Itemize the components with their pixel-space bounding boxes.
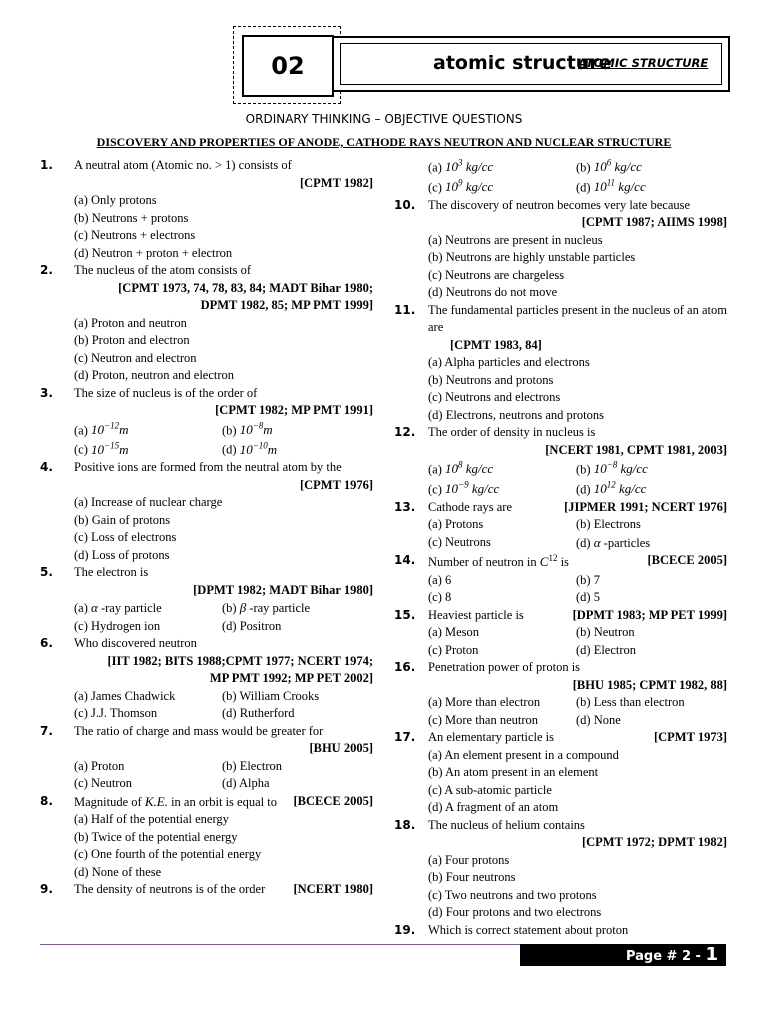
question-reference: [CPMT 1982; MP PMT 1991] xyxy=(215,403,373,417)
question-reference: [CPMT 1973] xyxy=(653,730,727,745)
question-text: A neutral atom (Atomic no. > 1) consists of xyxy=(74,158,292,172)
question-reference: [BHU 2005] xyxy=(309,741,373,756)
option-b[interactable]: (b) Electron xyxy=(222,758,283,773)
option-c[interactable]: (c) A sub-atomic particle xyxy=(428,782,552,797)
question-reference: [CPMT 1983, 84] xyxy=(450,337,542,352)
question-text: The discovery of neutron becomes very late because xyxy=(428,197,691,212)
question-text: [NCERT 1980] The density of neutrons is of the order xyxy=(74,881,373,899)
option-c[interactable]: (c) Neutrons and electrons xyxy=(428,390,561,405)
question-text: [BCECE 2005] Magnitude of K.E. in an orbit is equal to xyxy=(74,793,373,809)
question-text: [DPMT 1983; MP PET 1999] Heaviest particle is xyxy=(428,607,727,625)
option-a[interactable]: (a) $10^3$ kg/cc xyxy=(428,158,494,175)
options-grid-q9 xyxy=(394,157,727,197)
option-d[interactable]: (d) Neutrons do not move xyxy=(428,285,558,300)
section-heading: DISCOVERY AND PROPERTIES OF ANODE, CATHODE RAYS NEUTRON AND NUCLEAR STRUCTURE xyxy=(96,135,672,149)
question-15: 15. [DPMT 1983; MP PET 1999] Heaviest particle is xyxy=(394,607,727,625)
options-grid xyxy=(40,688,373,723)
option-a[interactable]: (a) More than electron xyxy=(428,695,541,710)
question-text: [JIPMER 1991; NCERT 1976] Cathode rays are xyxy=(428,499,727,517)
option-c[interactable]: (c) $10^{-15}m$ xyxy=(74,440,129,457)
option-b[interactable]: (b) An atom present in an element xyxy=(428,765,599,780)
option-a[interactable]: (a) Proton xyxy=(74,758,125,773)
option-c[interactable]: (c) One fourth of the potential energy xyxy=(74,847,262,862)
option-d[interactable]: (d) Four protons and two electrons xyxy=(428,905,602,920)
option-b[interactable]: (b) 7 xyxy=(576,572,600,587)
options-grid xyxy=(40,599,373,635)
option-c[interactable]: (c) $10^9$ kg/cc xyxy=(428,177,494,195)
question-reference: [BCECE 2005] xyxy=(647,553,727,568)
page-subtitle: ORDINARY THINKING – OBJECTIVE QUESTIONS xyxy=(245,112,523,126)
question-reference: [NCERT 1980] xyxy=(293,882,373,897)
question-18: 18. The nucleus of helium contains xyxy=(394,817,727,835)
option-b[interactable]: (b) Gain of protons xyxy=(74,512,171,527)
question-13: 13. [JIPMER 1991; NCERT 1976] Cathode rays are xyxy=(394,499,727,517)
question-5: 5. The electron is xyxy=(40,564,373,582)
option-d[interactable]: (d) Proton, neutron and electron xyxy=(74,368,235,382)
question-reference: [DPMT 1983; MP PET 1999] xyxy=(572,607,727,622)
option-c[interactable]: (c) Neutron xyxy=(74,776,132,791)
option-c[interactable]: (c) Proton xyxy=(428,642,479,657)
chapter-number: 02 xyxy=(242,35,334,97)
question-text: The order of density in nucleus is xyxy=(428,425,596,440)
question-reference: [CPMT 1973, 74, 78, 83, 84; MADT Bihar 1980; xyxy=(118,280,373,295)
option-a[interactable]: (a) Protons xyxy=(428,517,484,532)
options-grid xyxy=(40,420,373,460)
option-c[interactable]: (c) Loss of electrons xyxy=(74,530,177,545)
question-reference: [DPMT 1982; MADT Bihar 1980] xyxy=(193,582,373,597)
question-17: 17. [CPMT 1973] An elementary particle is xyxy=(394,729,727,747)
option-b[interactable]: (b) β -ray particle xyxy=(222,600,311,616)
question-text: [CPMT 1973] An elementary particle is xyxy=(428,729,727,747)
option-b[interactable]: (b) $10^{-8}m$ xyxy=(222,420,273,437)
question-16: 16. Penetration power of proton is xyxy=(394,659,727,677)
option-b[interactable]: (b) Proton and electron xyxy=(74,333,190,347)
question-4: 4. Positive ions are formed from the neutral atom by the xyxy=(40,459,373,477)
option-b[interactable]: (b) Electrons xyxy=(576,517,641,532)
option-a[interactable]: (a) An element present in a compound xyxy=(428,747,619,762)
option-c[interactable]: (c) Neutrons xyxy=(428,534,491,549)
option-a[interactable]: (a) α -ray particle xyxy=(74,600,162,616)
option-d[interactable]: (d) Loss of protons xyxy=(74,547,170,562)
option-b[interactable]: (b) William Crooks xyxy=(222,688,320,703)
option-a[interactable]: (a) Only protons xyxy=(74,193,157,207)
option-d[interactable]: (d) $10^{-10}m$ xyxy=(222,440,278,457)
option-a[interactable]: (a) Four protons xyxy=(428,852,510,867)
question-reference: DPMT 1982, 85; MP PMT 1999] xyxy=(200,298,373,312)
option-a[interactable]: (a) Meson xyxy=(428,625,480,640)
option-c[interactable]: (c) 8 xyxy=(428,590,452,605)
option-b[interactable]: (b) Neutrons are highly unstable particles xyxy=(428,250,636,265)
option-d[interactable]: (d) $10^{12}$ kg/cc xyxy=(576,479,647,497)
question-text: The ratio of charge and mass would be greater for xyxy=(74,723,324,738)
question-6: 6. Who discovered neutron xyxy=(40,635,373,653)
option-b[interactable]: (b) Less than electron xyxy=(576,695,685,710)
option-c[interactable]: (c) $10^{-9}$ kg/cc xyxy=(428,479,500,497)
option-d[interactable]: (d) Alpha xyxy=(222,776,270,791)
question-text: The electron is xyxy=(74,565,149,580)
option-b[interactable]: (b) $10^6$ kg/cc xyxy=(576,158,642,175)
left-column xyxy=(40,157,373,899)
question-10: 10. The discovery of neutron becomes very late because xyxy=(394,197,727,215)
option-d[interactable]: (d) A fragment of an atom xyxy=(428,800,559,815)
question-text: The size of nucleus is of the order of xyxy=(74,385,258,400)
question-reference: [CPMT 1972; DPMT 1982] xyxy=(581,835,727,850)
question-text: Which is correct statement about proton xyxy=(428,922,629,937)
question-3: 3. The size of nucleus is of the order of xyxy=(40,385,373,403)
chapter-box xyxy=(233,26,341,104)
option-b[interactable]: (b) Twice of the potential energy xyxy=(74,829,238,844)
chapter-title-overlay: ATOMIC STRUCTURE xyxy=(578,56,709,70)
option-a[interactable]: (a) Increase of nuclear charge xyxy=(74,495,223,510)
option-a[interactable]: (a) Neutrons are present in nucleus xyxy=(428,232,603,247)
question-text: [BCECE 2005] Number of neutron in $C^{12}$ is xyxy=(428,553,727,570)
question-reference: MP PMT 1992; MP PET 2002] xyxy=(209,671,373,686)
question-14: 14. [BCECE 2005] Number of neutron in $C^{12}$ is xyxy=(394,552,727,572)
option-a[interactable]: (a) Half of the potential energy xyxy=(74,812,229,827)
options-grid xyxy=(40,758,373,793)
option-c[interactable]: (c) More than neutron xyxy=(428,712,539,727)
question-reference: [JIPMER 1991; NCERT 1976] xyxy=(564,499,727,514)
page-number: 1 xyxy=(705,944,718,965)
question-11: 11. The fundamental particles present in the nucleus of an atom are xyxy=(394,302,727,337)
option-a[interactable]: (a) Proton and neutron xyxy=(74,315,187,330)
option-c[interactable]: (c) J.J. Thomson xyxy=(74,706,158,721)
question-text: The fundamental particles present in the nucleus of an atom are xyxy=(428,302,727,335)
option-a[interactable]: (a) 6 xyxy=(428,572,452,587)
question-text: The nucleus of helium contains xyxy=(428,817,585,832)
question-text: Who discovered neutron xyxy=(74,636,197,651)
option-d[interactable]: (d) 5 xyxy=(576,590,600,605)
question-19: 19. Which is correct statement about proton xyxy=(394,922,727,940)
option-d[interactable]: (d) $10^{11}$ kg/cc xyxy=(576,177,646,195)
question-text: Positive ions are formed from the neutral atom by the xyxy=(74,460,342,475)
page-number-badge xyxy=(520,944,726,966)
option-c[interactable]: (c) Neutrons are chargeless xyxy=(428,267,565,282)
options-grid xyxy=(394,624,727,659)
option-d[interactable]: (d) Rutherford xyxy=(222,706,295,721)
option-b[interactable]: (b) Neutrons + protons xyxy=(74,210,189,225)
question-1: 1. A neutral atom (Atomic no. > 1) consists of xyxy=(40,157,373,175)
option-a[interactable]: (a) $10^8$ kg/cc xyxy=(428,460,494,477)
option-a[interactable]: (a) $10^{-12}m$ xyxy=(74,420,129,437)
option-d[interactable]: (d) Neutron + proton + electron xyxy=(74,245,233,260)
options-grid xyxy=(394,516,727,552)
page-label: Page # 2 - xyxy=(625,949,706,964)
question-text: The nucleus of the atom consists of xyxy=(74,263,252,277)
option-c[interactable]: (c) Two neutrons and two protons xyxy=(428,887,597,902)
question-reference: [BHU 1985; CPMT 1982, 88] xyxy=(572,677,727,692)
option-d[interactable]: (d) Electron xyxy=(576,642,637,657)
option-d[interactable]: (d) Positron xyxy=(222,618,282,633)
question-reference: [IIT 1982; BITS 1988;CPMT 1977; NCERT 1974; xyxy=(107,653,373,668)
option-a[interactable]: (a) James Chadwick xyxy=(74,688,176,703)
question-12: 12. The order of density in nucleus is xyxy=(394,424,727,442)
option-a[interactable]: (a) Alpha particles and electrons xyxy=(428,355,590,370)
option-b[interactable]: (b) Four neutrons xyxy=(428,870,516,885)
question-reference: [NCERT 1981, CPMT 1981, 2003] xyxy=(545,442,727,457)
option-c[interactable]: (c) Hydrogen ion xyxy=(74,618,161,633)
option-d[interactable]: (d) None of these xyxy=(74,864,162,879)
options-grid xyxy=(394,459,727,499)
question-reference: [BCECE 2005] xyxy=(293,793,373,808)
question-7: 7. The ratio of charge and mass would be greater for xyxy=(40,723,373,741)
question-text: Penetration power of proton is xyxy=(428,660,581,675)
question-8: 8. [BCECE 2005] Magnitude of K.E. in an orbit is equal to xyxy=(40,793,373,812)
chapter-title: atomic structure xyxy=(433,52,612,74)
option-b[interactable]: (b) Neutron xyxy=(576,625,635,640)
option-d[interactable]: (d) Electrons, neutrons and protons xyxy=(428,407,605,422)
right-column xyxy=(394,157,727,939)
option-d[interactable]: (d) None xyxy=(576,712,621,727)
question-2: 2. The nucleus of the atom consists of xyxy=(40,262,373,280)
question-reference: [CPMT 1987; AIIMS 1998] xyxy=(581,215,727,230)
option-c[interactable]: (c) Neutron and electron xyxy=(74,350,197,365)
option-b[interactable]: (b) Neutrons and protons xyxy=(428,372,554,387)
options-grid xyxy=(394,694,727,729)
question-9: 9. [NCERT 1980] The density of neutrons is of the order xyxy=(40,881,373,899)
options-grid xyxy=(394,572,727,607)
option-b[interactable]: (b) $10^{-8}$ kg/cc xyxy=(576,460,648,477)
question-reference: [CPMT 1976] xyxy=(299,477,373,492)
option-c[interactable]: (c) Neutrons + electrons xyxy=(74,228,196,242)
question-reference: [CPMT 1982] xyxy=(299,175,373,190)
option-d[interactable]: (d) α -particles xyxy=(576,534,651,550)
